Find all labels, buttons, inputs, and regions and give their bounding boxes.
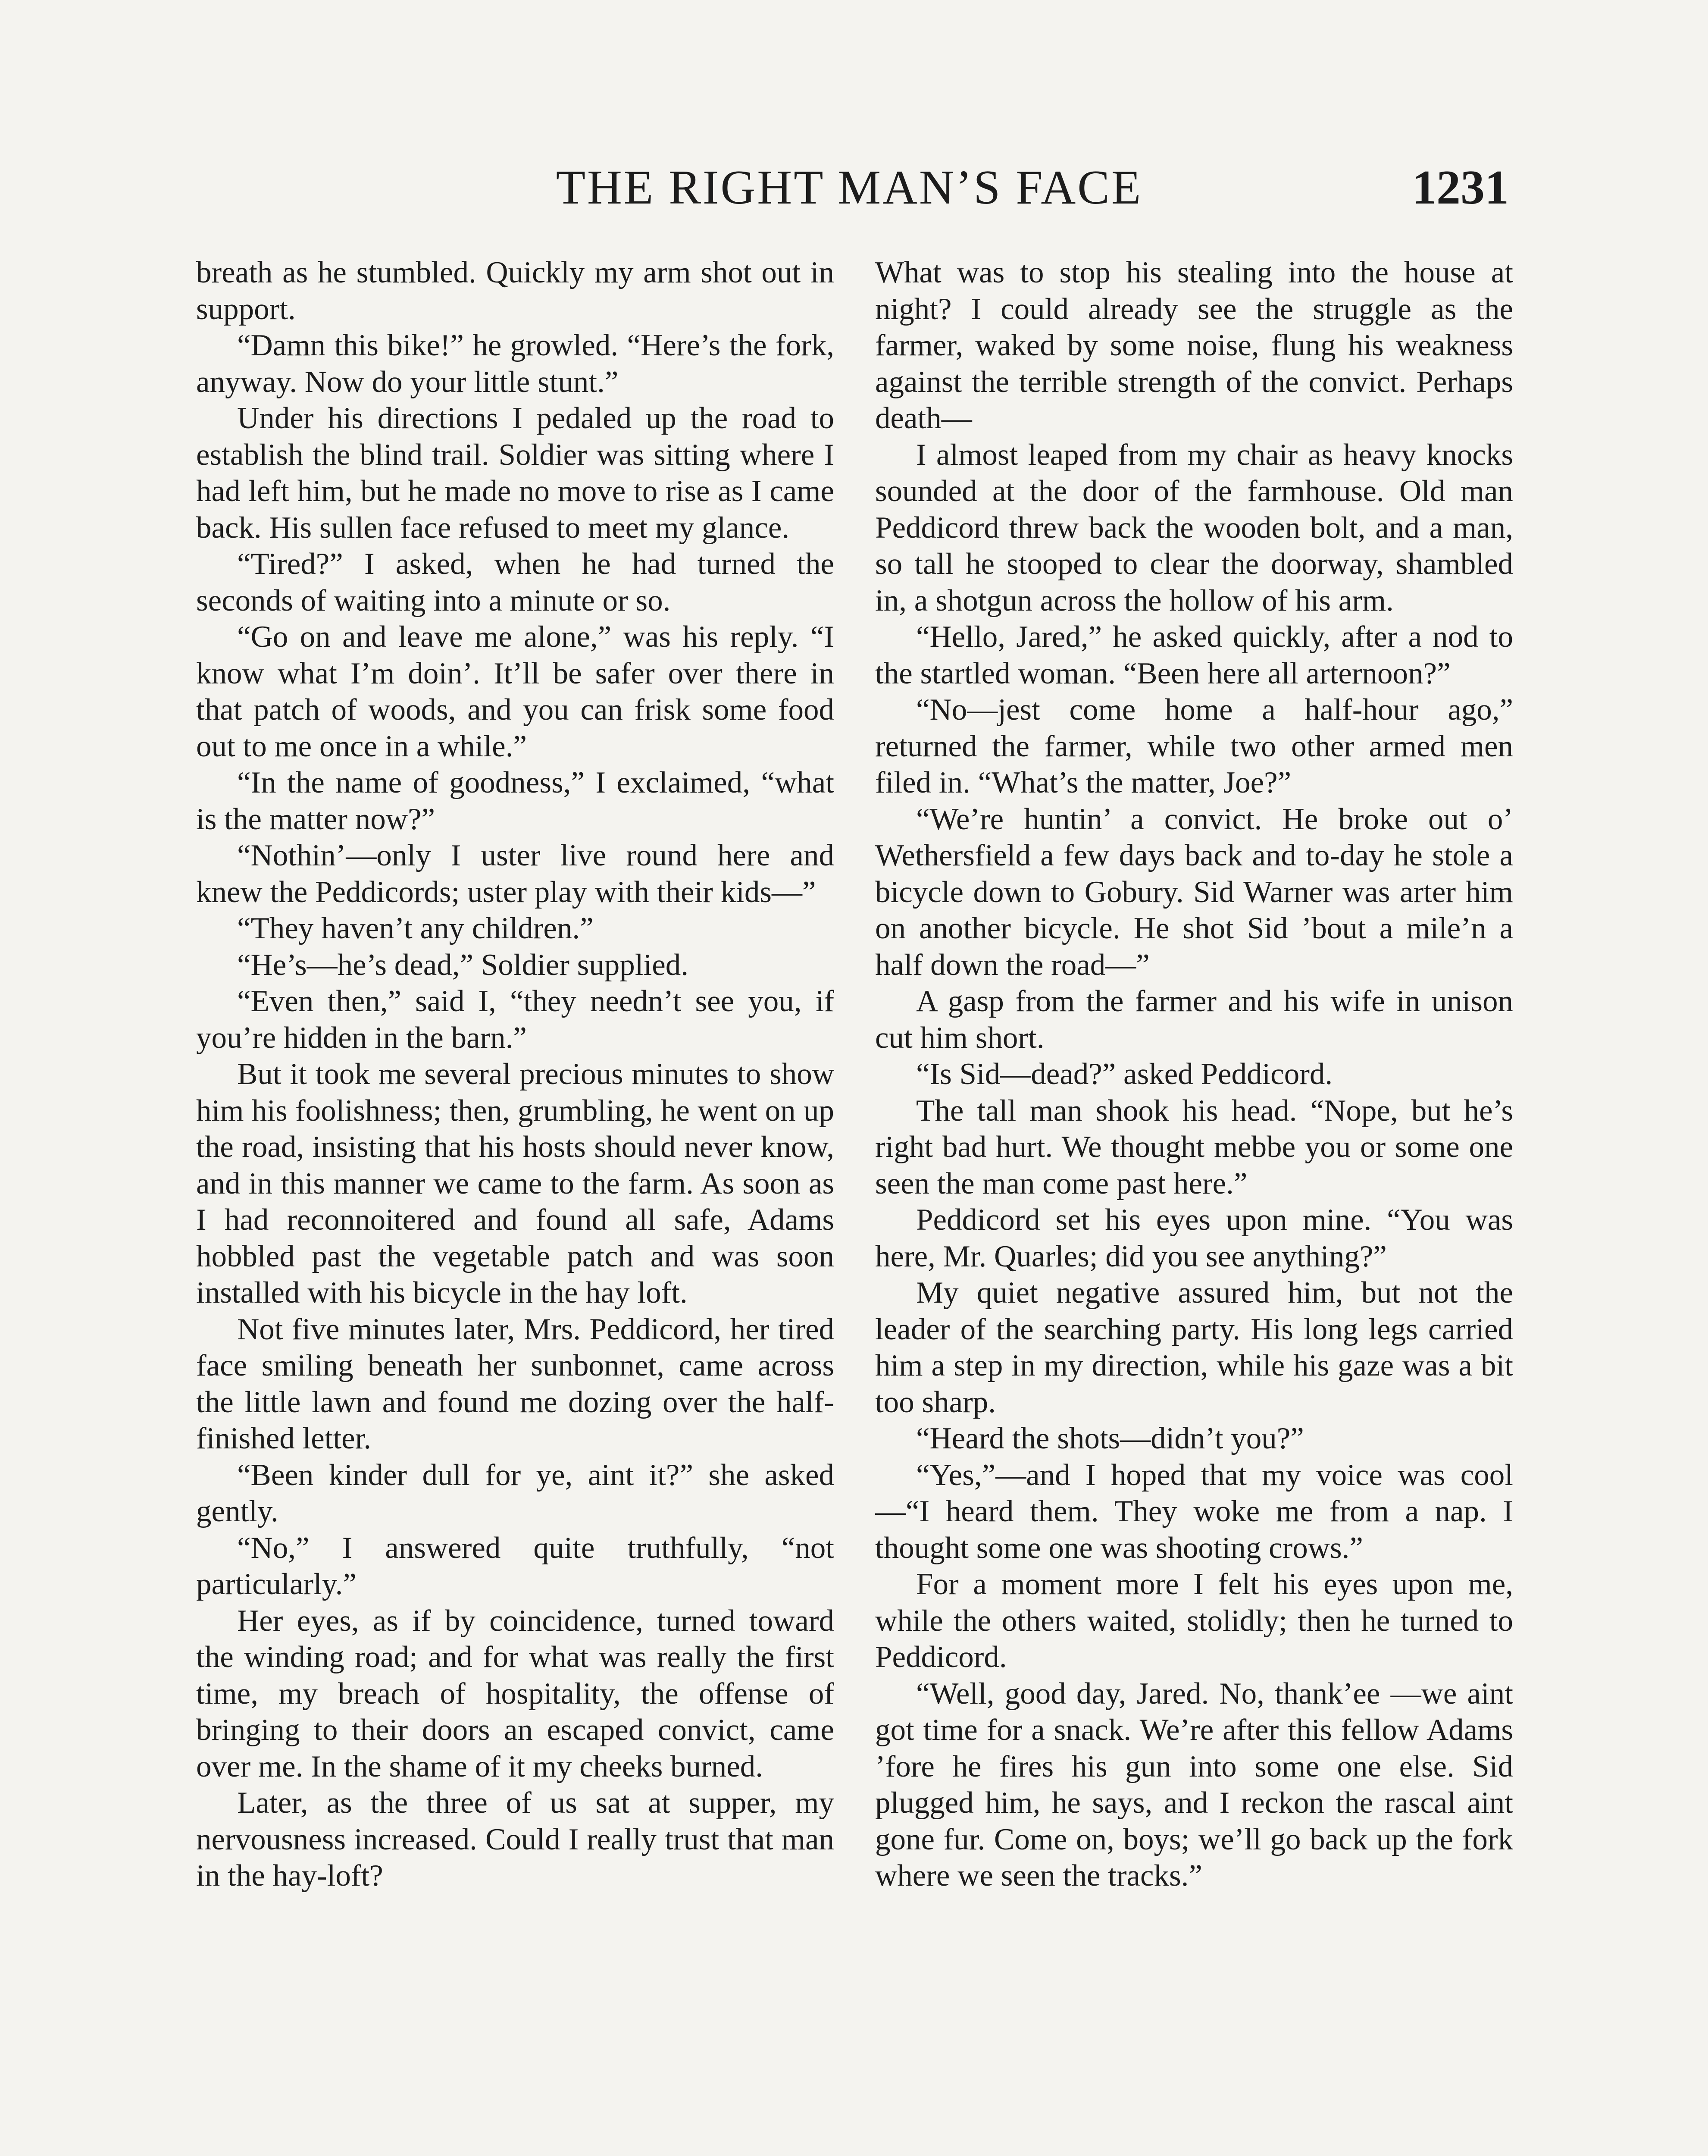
paragraph: “In the name of goodness,” I exclaimed, “what is the matter now?”	[196, 766, 834, 836]
paragraph: “Yes,”—and I hoped that my voice was cool—“I heard them. They woke me from a nap. I thought some one was shooting crows.”	[875, 1458, 1513, 1565]
paragraph: “Hello, Jared,” he asked quickly, after a nod to the startled woman. “Been here all arternoon?”	[875, 620, 1513, 690]
paragraph: What was to stop his stealing into the house at night? I could already see the struggle as the farmer, waked by some noise, flung his weakness against the terrible strength of the convict. Perhaps death—	[875, 256, 1513, 435]
paragraph: “Well, good day, Jared. No, thank’ee —we aint got time for a snack. We’re after this fellow Adams ’fore he fires his gun into some one else. Sid plugged him, he says, and I reckon the rascal aint gone fur. Come on, boys; we’ll go back up the fork where we seen the tracks.”	[875, 1677, 1513, 1893]
paragraph: “No,” I answered quite truthfully, “not particularly.”	[196, 1531, 834, 1601]
paragraph: “Tired?” I asked, when he had turned the seconds of waiting into a minute or so.	[196, 547, 834, 617]
paragraph: “Been kinder dull for ye, aint it?” she asked gently.	[196, 1458, 834, 1528]
paragraph: “Nothin’—only I uster live round here and knew the Peddicords; uster play with their kids—”	[196, 839, 834, 909]
paragraph: “We’re huntin’ a convict. He broke out o’ Wethersfield a few days back and to-day he stole a bicycle down to Gobury. Sid Warner was arter him on another bicycle. He shot Sid ’bout a mile’n a half down the road—”	[875, 802, 1513, 982]
paragraph: “Heard the shots—didn’t you?”	[916, 1422, 1304, 1455]
paragraph: “No—jest come home a half-hour ago,” returned the farmer, while two other armed men filed in. “What’s the matter, Joe?”	[875, 693, 1513, 799]
paragraph: “Is Sid—dead?” asked Peddicord.	[916, 1057, 1333, 1091]
paragraph: “They haven’t any children.”	[237, 912, 594, 945]
paragraph: Not five minutes later, Mrs. Peddicord, her tired face smiling beneath her sunbonnet, came across the little lawn and found me dozing over the half-finished letter.	[196, 1312, 834, 1455]
paragraph: Under his directions I pedaled up the road to establish the blind trail. Soldier was sitting where I had left him, but he made no move to rise as I came back. His sullen face refused to meet my glance.	[196, 401, 834, 545]
paragraph: “Go on and leave me alone,” was his reply. “I know what I’m doin’. It’ll be safer over there in that patch of woods, and you can frisk some food out to me once in a while.”	[196, 620, 834, 763]
page-number: 1231	[1412, 161, 1509, 214]
paragraph: “Damn this bike!” he growled. “Here’s the fork, anyway. Now do your little stunt.”	[196, 329, 834, 399]
text-column-right	[875, 254, 1513, 2156]
paragraph: breath as he stumbled. Quickly my arm shot out in support.	[196, 256, 834, 326]
paragraph: I almost leaped from my chair as heavy knocks sounded at the door of the farmhouse. Old man Peddicord threw back the wooden bolt, and a man, so tall he stooped to clear the doorway, shambled in, a shotgun across the hollow of his arm.	[875, 438, 1513, 617]
paragraph: For a moment more I felt his eyes upon me, while the others waited, stolidly; then he turned to Peddicord.	[875, 1567, 1513, 1674]
paragraph: Her eyes, as if by coincidence, turned toward the winding road; and for what was really the first time, my breach of hospitality, the offense of bringing to their doors an escaped convict, came over me. In the shame of it my cheeks burned.	[196, 1604, 834, 1783]
running-title: THE RIGHT MAN’S FACE	[556, 161, 1143, 214]
paragraph: Peddicord set his eyes upon mine. “You was here, Mr. Quarles; did you see anything?”	[875, 1203, 1513, 1273]
text-column-left	[196, 254, 834, 2156]
paragraph: “Even then,” said I, “they needn’t see you, if you’re hidden in the barn.”	[196, 984, 834, 1055]
paragraph: But it took me several precious minutes to show him his foolishness; then, grumbling, he went on up the road, insisting that his hosts should never know, and in this manner we came to the farm. As soon as I had reconnoitered and found all safe, Adams hobbled past the vegetable patch and was soon installed with his bicycle in the hay loft.	[196, 1057, 834, 1310]
paragraph: Later, as the three of us sat at supper, my nervousness increased. Could I really trust that man in the hay-loft?	[196, 1786, 834, 1893]
paragraph: A gasp from the farmer and his wife in unison cut him short.	[875, 984, 1513, 1055]
paragraph: My quiet negative assured him, but not the leader of the searching party. His long legs carried him a step in my direction, while his gaze was a bit too sharp.	[875, 1276, 1513, 1419]
paragraph: “He’s—he’s dead,” Soldier supplied.	[237, 948, 689, 982]
page-header	[190, 155, 1509, 229]
paragraph: The tall man shook his head. “Nope, but he’s right bad hurt. We thought mebbe you or some one seen the man come past here.”	[875, 1094, 1513, 1200]
